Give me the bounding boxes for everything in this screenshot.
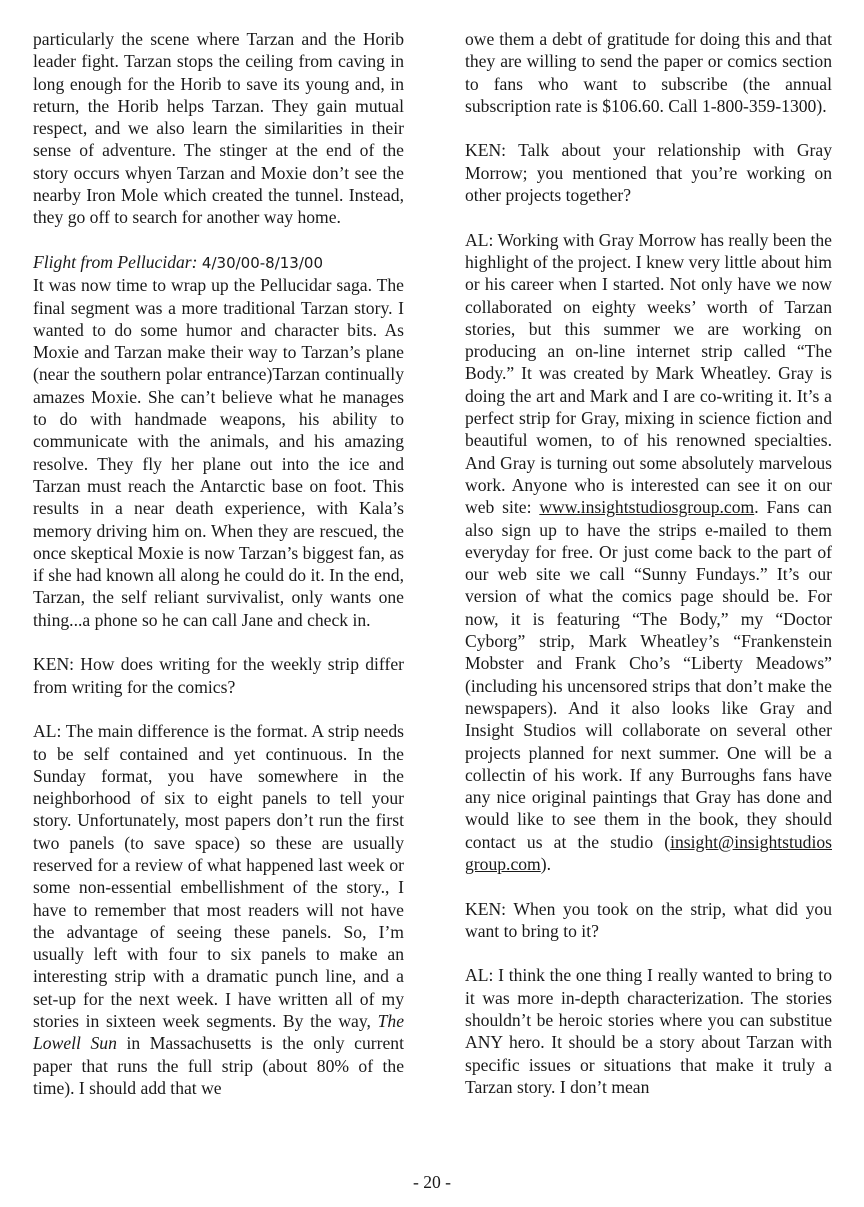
paragraph-pellucidar-wrapup: It was now time to wrap up the Pellucidar saga. The final segment was a more traditional Tarzan story. I wanted to do some humor and character bits. As Moxie and Tarzan make their way to Tarzan’s plane (near the southern polar entrance)Tarzan continually amazes Moxie. She can’t believe what he manages to do with handmade weapons, his ability to communicate with the animals, and his amazing resolve. They fly her plane out into the ice and Tarzan must reach the Antarctic base on foot. This results in a near death experience, with Kala’s memory driving him on. When they are rescued, the once skeptical Moxie is now Tarzan’s biggest fan, as if she had known all along he could do it. In the end, Tarzan, the self reliant survivalist, only wants one thing...a phone so he can call Jane and check in.	[33, 275, 404, 630]
answer-gray-morrow-text-c: ).	[540, 853, 552, 874]
question-gray-morrow: KEN: Talk about your relationship with Gray Morrow; you mentioned that you’re working on other projects together?	[465, 140, 832, 206]
answer-gray-morrow	[465, 229, 832, 876]
answer-characterization: AL: I think the one thing I really wanted to bring to it was more in-depth characterization. The stories shouldn’t be heroic stories where you can substitue ANY hero. It should be a story about Tarzan with specific issues or situations that make it truly a Tarzan story. I don’t mean	[465, 965, 832, 1097]
question-weekly-strip: KEN: How does writing for the weekly strip differ from writing for the comics?	[33, 654, 404, 697]
paragraph-horib-fight: particularly the scene where Tarzan and the Horib leader fight. Tarzan stops the ceiling from caving in long enough for the Horib to save its young and, in return, the Horib helps Tarzan. They gain mutual respect, and we also learn the similarities in their sense of adventure. The stinger at the end of the story occurs whyen Tarzan and Moxie don’t see the nearby Iron Mole which created the tunnel. Instead, they go off to search for another way home.	[33, 29, 404, 228]
email-link[interactable]: insight@insightstudios group.com	[465, 831, 832, 874]
section-title: Flight from Pellucidar:	[33, 251, 198, 272]
answer-format-text-b: in Massachusetts is the only current paper that runs the full strip (about 80% of the time). I should add that we	[33, 1033, 404, 1098]
answer-format-text-a: AL: The main difference is the format. A strip needs to be self contained and yet continuous. In the Sunday format, you have somewhere in the neighborhood of six to eight panels to tell your story. Unfortunately, most papers don’t run the first two panels (to save space) so these are usually reserved for a review of what happened last week or some non-essential embellishment of the story., I have to remember that most readers will not have the advantage of seeing these panels. So, I’m usually left with four to six panels to make an interesting strip with a dramatic punch line, and a set-up for the next week. I have written all of my stories in sixteen week segments. By the way,	[33, 721, 404, 1032]
paragraph-subscription: owe them a debt of gratitude for doing this and that they are willing to send the paper or comics section to fans who want to subscribe (the annual subscription rate is $106.60. Call 1-800-359-1300).	[465, 29, 832, 116]
page-number: - 20 -	[412, 1172, 452, 1192]
left-column	[33, 28, 404, 1122]
section-heading	[33, 251, 404, 274]
website-link[interactable]: www.insightstudiosgroup.com	[539, 497, 755, 518]
newspaper-title: The Lowell Sun	[33, 1011, 404, 1054]
section-dates: 4/30/00-8/13/00	[201, 253, 323, 272]
answer-gray-morrow-text-a: AL: Working with Gray Morrow has really been the highlight of the project. I knew very little about him or his career when I started. Not only have we now collaborated on eighty weeks’ worth of Tarzan stories, but this summer we are working on producing an on-line internet strip called “The Body.” It was created by Mark Wheatley. Gray is doing the art and Mark and I are co-writing it. It’s a perfect strip for Gray, mixing in science fiction and beautiful women, to of his renowned specialties. And Gray is turning out some absolutely marvelous work. Anyone who is interested can see it on our web site:	[465, 229, 832, 518]
question-bring-to-strip: KEN: When you took on the strip, what did you want to bring to it?	[465, 898, 832, 941]
answer-format	[33, 720, 404, 1099]
right-column	[465, 28, 832, 1098]
answer-gray-morrow-text-b: . Fans can also sign up to have the strips e-mailed to them everyday for free. Or just come back to the part of our web site we call “Sunny Fundays.” It’s our version of what the comics page should be. For now, it is featuring “The Body,” my “Doctor Cyborg” strip, Mark Wheatley’s “Frankenstein Mobster and Frank Cho’s “Liberty Meadows” (including his uncensored strips that don’t make the newspapers). And it also looks like Gray and Insight Studios will collaborate on several other projects planned for next summer. One will be a collectin of his work. If any Burroughs fans have any nice original paintings that Gray has done and would like to see them in the book, they should contact us at the studio (	[465, 497, 832, 852]
